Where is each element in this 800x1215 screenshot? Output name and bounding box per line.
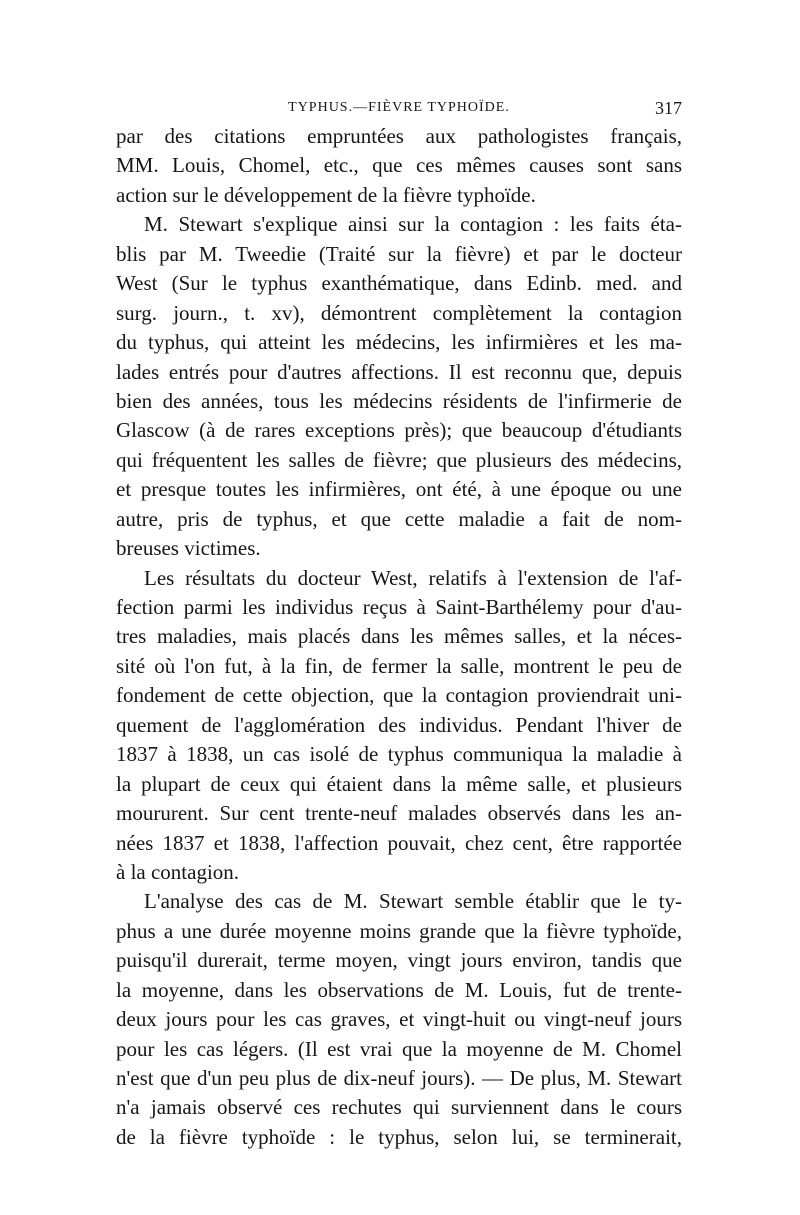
text-line: L'analyse des cas de M. Stewart semble établir que le ty- [144, 889, 682, 914]
text-line: MM. Louis, Chomel, etc., que ces mêmes causes sont sans [116, 153, 682, 178]
text-line: phus a une durée moyenne moins grande que la fièvre typhoïde, [116, 918, 682, 943]
text-line: tres maladies, mais placés dans les mêmes salles, et la néces- [116, 624, 682, 649]
text-line: M. Stewart s'explique ainsi sur la contagion : les faits éta- [144, 212, 682, 237]
text-line: Les résultats du docteur West, relatifs à l'extension de l'af- [144, 565, 682, 590]
text-line: autre, pris de typhus, et que cette maladie a fait de nom- [116, 506, 682, 531]
text-line: de la fièvre typhoïde : le typhus, selon lui, se terminerait, [116, 1124, 682, 1149]
text-line: quement de l'agglomération des individus. Pendant l'hiver de [116, 712, 682, 737]
paragraph [116, 122, 682, 210]
text-line: fection parmi les individus reçus à Saint-Barthélemy pour d'au- [116, 595, 682, 619]
running-head [116, 100, 682, 122]
text-line: la plupart de ceux qui étaient dans la même salle, et plusieurs [116, 771, 682, 796]
text-line: blis par M. Tweedie (Traité sur la fièvre) et par le docteur [116, 241, 682, 266]
text-line: lades entrés pour d'autres affections. Il est reconnu que, depuis [116, 359, 682, 384]
text-line: West (Sur le typhus exanthématique, dans Edinb. med. and [116, 271, 682, 296]
text-line: nées 1837 et 1838, l'affection pouvait, chez cent, être rapportée [116, 830, 682, 855]
text-line: bien des années, tous les médecins résidents de l'infirmerie de [116, 388, 682, 413]
page-number: 317 [655, 98, 682, 118]
paragraph [116, 210, 682, 563]
text-line: qui fréquentent les salles de fièvre; que plusieurs des médecins, [116, 447, 682, 472]
text-line: moururent. Sur cent trente-neuf malades observés dans les an- [116, 801, 682, 826]
text-line: puisqu'il durerait, terme moyen, vingt jours environ, tandis que [116, 948, 682, 973]
text-line: la moyenne, dans les observations de M. Louis, fut de trente- [116, 977, 682, 1002]
paragraph [116, 887, 682, 1152]
text-line: breuses victimes. [116, 536, 261, 561]
body-text [116, 122, 682, 1152]
text-line: surg. journ., t. xv), démontrent complètement la contagion [116, 300, 682, 325]
paragraph [116, 564, 682, 888]
text-line: Glascow (à de rares exceptions près); que beaucoup d'étudiants [116, 418, 682, 443]
text-line: par des citations empruntées aux pathologistes français, [116, 124, 682, 148]
running-title: TYPHUS.—FIÈVRE TYPHOÏDE. [288, 100, 510, 115]
text-line: n'a jamais observé ces rechutes qui surviennent dans le cours [116, 1095, 682, 1120]
text-line: pour les cas légers. (Il est vrai que la moyenne de M. Chomel [116, 1036, 682, 1061]
text-line: action sur le développement de la fièvre typhoïde. [116, 182, 536, 207]
text-line: 1837 à 1838, un cas isolé de typhus communiqua la maladie à [116, 742, 682, 767]
text-line: fondement de cette objection, que la contagion proviendrait uni- [116, 683, 682, 708]
text-line: sité où l'on fut, à la fin, de fermer la salle, montrent le peu de [116, 653, 682, 678]
text-line: deux jours pour les cas graves, et vingt-huit ou vingt-neuf jours [116, 1007, 682, 1032]
text-line: n'est que d'un peu plus de dix-neuf jours). — De plus, M. Stewart [116, 1066, 682, 1090]
text-line: du typhus, qui atteint les médecins, les infirmières et les ma- [116, 330, 682, 355]
text-line: et presque toutes les infirmières, ont été, à une époque ou une [116, 477, 682, 502]
text-line: à la contagion. [116, 859, 240, 884]
